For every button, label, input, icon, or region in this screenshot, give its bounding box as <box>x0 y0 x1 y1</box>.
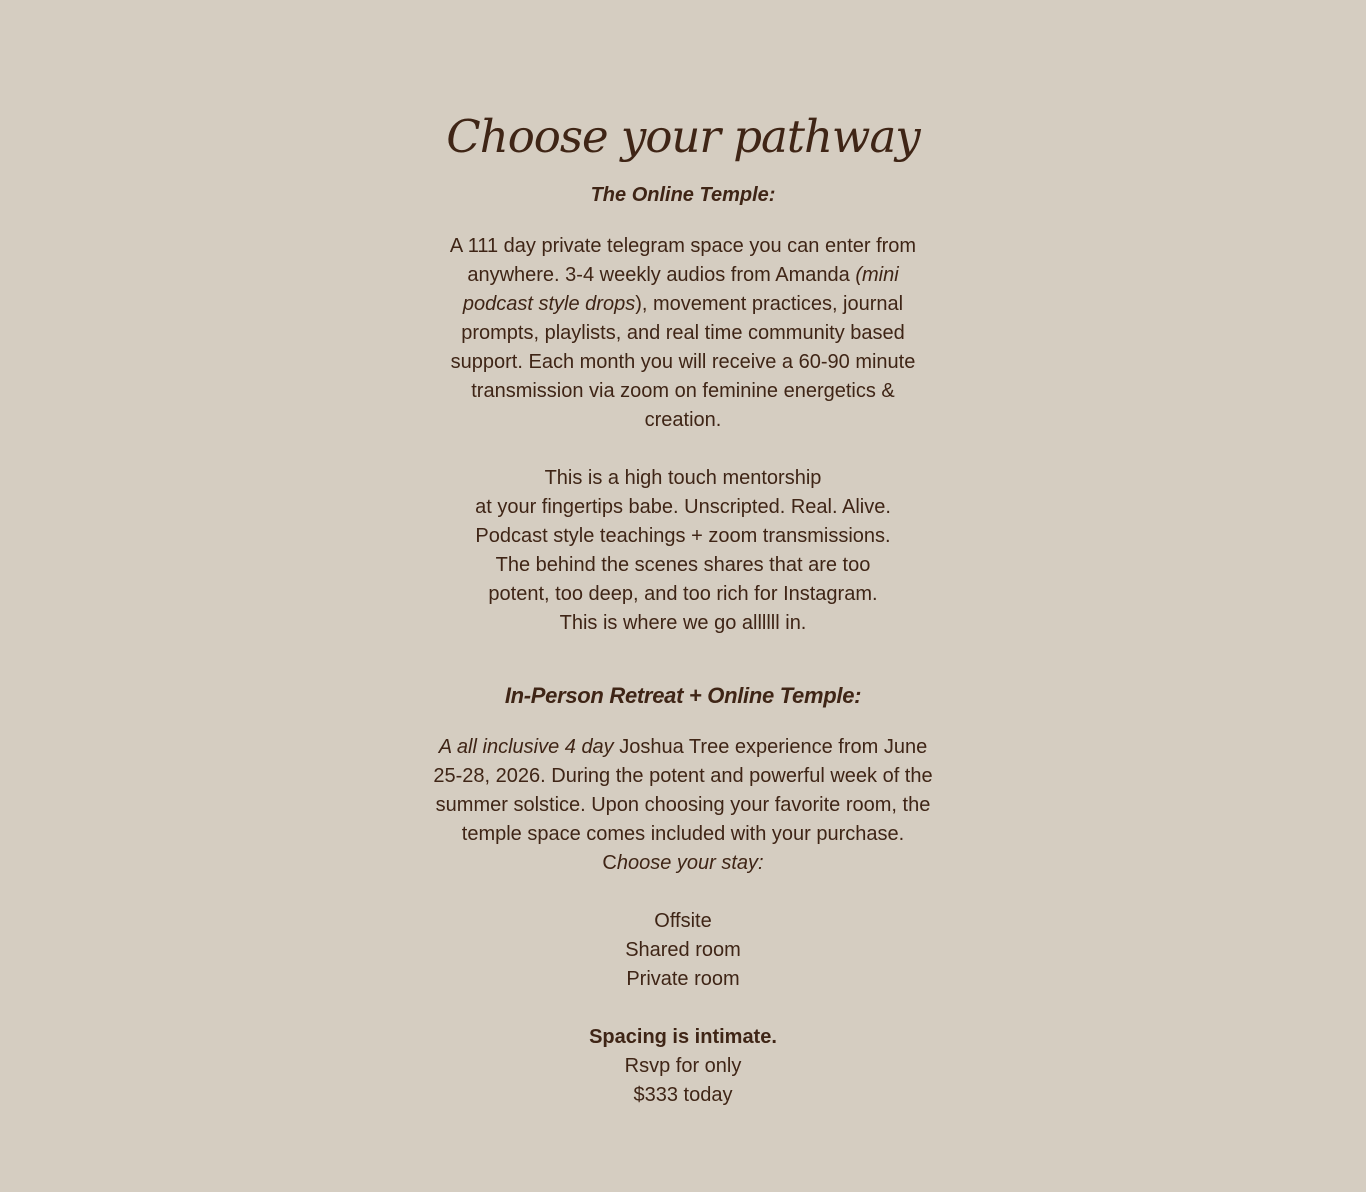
mentorship-line-5: potent, too deep, and too rich for Instagram. <box>488 583 878 605</box>
mentorship-line-6: This is where we go allllll in. <box>559 612 807 634</box>
online-temple-description <box>433 232 933 435</box>
mentorship-statement <box>433 464 933 638</box>
retreat-desc-part-c: hoose your stay: <box>616 852 764 874</box>
spacing-note: Spacing is intimate. <box>589 1026 777 1048</box>
mentorship-line-3: Podcast style teachings + zoom transmissions. <box>475 525 891 547</box>
pathway-section <box>433 0 933 1110</box>
price-text: $333 today <box>633 1084 733 1106</box>
retreat-desc-part-b: Joshua Tree experience from June 25-28, 2026. During the potent and powerful week of the summer solstice. Upon choosing your favorite room, the temple space comes included with your purchase. C <box>433 736 933 874</box>
stay-option-shared-room: Shared room <box>625 939 741 961</box>
retreat-desc-part-a: A all inclusive 4 day <box>438 736 614 758</box>
stay-options <box>433 907 933 994</box>
online-desc-part-b: (mini podcast style drops <box>462 264 899 315</box>
stay-option-private-room: Private room <box>626 968 740 990</box>
retreat-heading: In-Person Retreat + Online Temple: <box>504 683 862 708</box>
rsvp-block <box>433 1023 933 1110</box>
online-temple-heading: The Online Temple: <box>590 184 776 206</box>
mentorship-line-2: at your fingertips babe. Unscripted. Real. Alive. <box>475 496 891 518</box>
stay-option-offsite: Offsite <box>654 910 712 932</box>
retreat-description <box>433 733 933 878</box>
online-desc-part-a: A 111 day private telegram space you can enter from anywhere. 3-4 weekly audios from Amanda <box>449 235 917 286</box>
online-desc-part-c: ), movement practices, journal prompts, playlists, and real time community based support. Each month you will receive a 60-90 minute transmission via zoom on feminine energetics & creation. <box>450 293 916 431</box>
rsvp-text: Rsvp for only <box>624 1055 742 1077</box>
mentorship-line-4: The behind the scenes shares that are too <box>495 554 871 576</box>
page-title: Choose your pathway <box>446 110 920 163</box>
mentorship-line-1: This is a high touch mentorship <box>544 467 822 489</box>
